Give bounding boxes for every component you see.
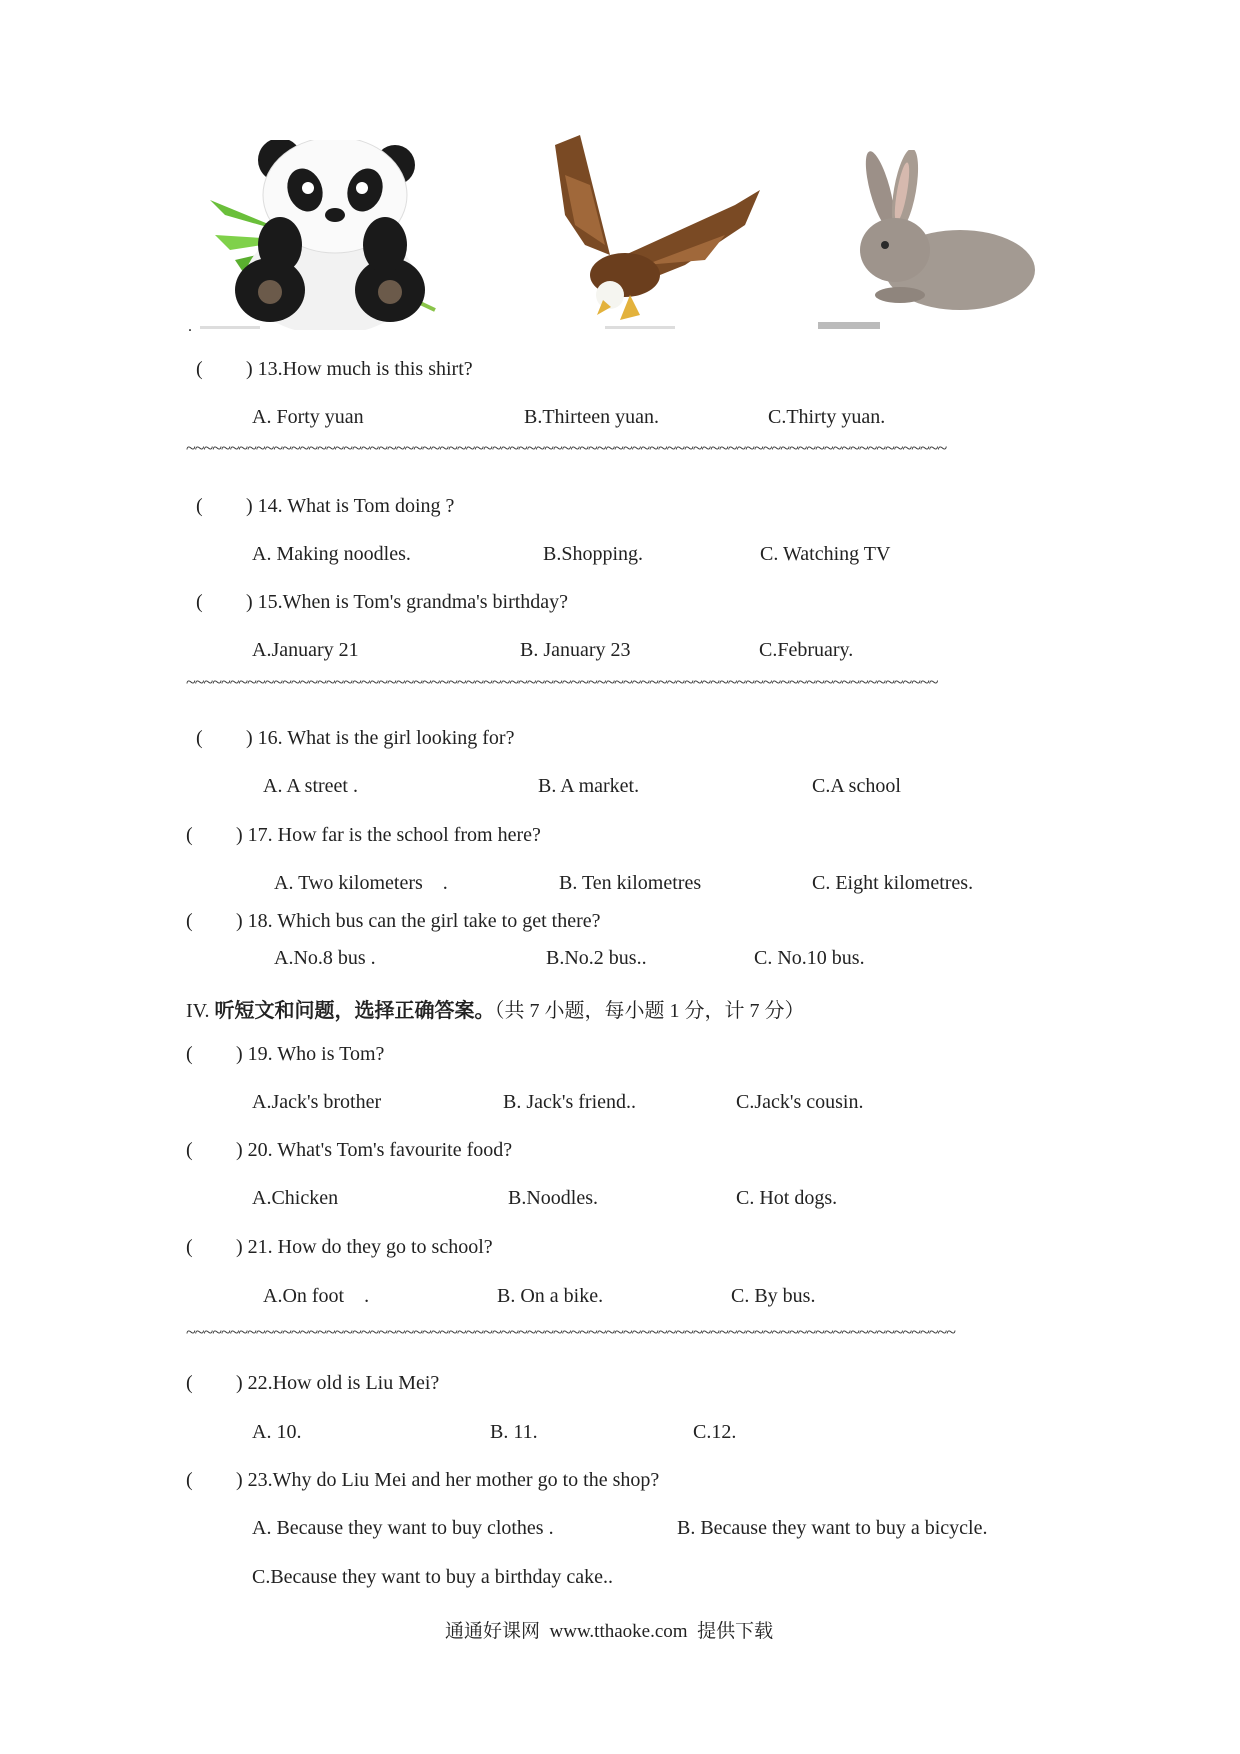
q13-option-b[interactable]: B.Thirteen yuan. bbox=[524, 406, 659, 428]
paren-17[interactable]: ( bbox=[186, 824, 193, 846]
paren-16[interactable]: ( bbox=[196, 727, 203, 749]
question-16: ) 16. What is the girl looking for? bbox=[246, 727, 515, 749]
rabbit-image bbox=[840, 150, 1040, 320]
question-13: ) 13.How much is this shirt? bbox=[246, 358, 473, 380]
q13-option-c[interactable]: C.Thirty yuan. bbox=[768, 406, 886, 428]
question-20: ) 20. What's Tom's favourite food? bbox=[236, 1139, 513, 1161]
separator-2: ~~~~~~~~~~~~~~~~~~~~~~~~~~~~~~~~~~~~~~~~~~~~~~~~~~~~~~~~~~~~~~~~~~~~~~~~~~~~~~~~~~~~~~ bbox=[186, 672, 938, 692]
q14-option-c[interactable]: C. Watching TV bbox=[760, 543, 891, 565]
q13-option-a[interactable]: A. Forty yuan bbox=[252, 406, 364, 428]
section-4-numeral: IV. bbox=[186, 1000, 210, 1022]
q18-option-a[interactable]: A.No.8 bus . bbox=[274, 947, 376, 969]
question-18: ) 18. Which bus can the girl take to get there? bbox=[236, 910, 601, 932]
paren-21[interactable]: ( bbox=[186, 1236, 193, 1258]
q15-option-c[interactable]: C.February. bbox=[759, 639, 854, 661]
watermark-1 bbox=[200, 326, 260, 329]
watermark-2 bbox=[605, 326, 675, 329]
q23-option-c[interactable]: C.Because they want to buy a birthday cake.. bbox=[252, 1566, 613, 1588]
watermark-3 bbox=[818, 322, 880, 329]
q22-option-b[interactable]: B. 11. bbox=[490, 1421, 538, 1443]
q18-option-c[interactable]: C. No.10 bus. bbox=[754, 947, 865, 969]
q22-option-c[interactable]: C.12. bbox=[693, 1421, 737, 1443]
section-4-heading bbox=[186, 994, 805, 1023]
q19-option-b[interactable]: B. Jack's friend.. bbox=[503, 1091, 637, 1113]
paren-23[interactable]: ( bbox=[186, 1469, 193, 1491]
q16-option-b[interactable]: B. A market. bbox=[538, 775, 640, 797]
q23-option-b[interactable]: B. Because they want to buy a bicycle. bbox=[677, 1517, 988, 1539]
paren-18[interactable]: ( bbox=[186, 910, 193, 932]
question-14: ) 14. What is Tom doing ? bbox=[246, 495, 455, 517]
q15-option-a[interactable]: A.January 21 bbox=[252, 639, 359, 661]
question-21: ) 21. How do they go to school? bbox=[236, 1236, 493, 1258]
q21-option-a[interactable]: A.On foot . bbox=[263, 1285, 370, 1307]
q17-option-c[interactable]: C. Eight kilometres. bbox=[812, 872, 974, 894]
paren-14[interactable]: ( bbox=[196, 495, 203, 517]
question-23: ) 23.Why do Liu Mei and her mother go to the shop? bbox=[236, 1469, 660, 1491]
question-17: ) 17. How far is the school from here? bbox=[236, 824, 541, 846]
paren-15[interactable]: ( bbox=[196, 591, 203, 613]
paren-20[interactable]: ( bbox=[186, 1139, 193, 1161]
q14-option-b[interactable]: B.Shopping. bbox=[543, 543, 644, 565]
paren-19[interactable]: ( bbox=[186, 1043, 193, 1065]
panda-image bbox=[205, 140, 455, 330]
question-15: ) 15.When is Tom's grandma's birthday? bbox=[246, 591, 569, 613]
section-4-title: 听短文和问题，选择正确答案。 bbox=[214, 1000, 495, 1022]
q22-option-a[interactable]: A. 10. bbox=[252, 1421, 302, 1443]
separator-1: ~~~~~~~~~~~~~~~~~~~~~~~~~~~~~~~~~~~~~~~~~~~~~~~~~~~~~~~~~~~~~~~~~~~~~~~~~~~~~~~~~~~~~~~ bbox=[186, 438, 947, 458]
q23-option-a[interactable]: A. Because they want to buy clothes . bbox=[252, 1517, 554, 1539]
q16-option-a[interactable]: A. A street . bbox=[263, 775, 358, 797]
q19-option-c[interactable]: C.Jack's cousin. bbox=[736, 1091, 864, 1113]
stray-dot: . bbox=[188, 318, 192, 335]
question-19: ) 19. Who is Tom? bbox=[236, 1043, 385, 1065]
q21-option-b[interactable]: B. On a bike. bbox=[497, 1285, 604, 1307]
separator-3: ~~~~~~~~~~~~~~~~~~~~~~~~~~~~~~~~~~~~~~~~~~~~~~~~~~~~~~~~~~~~~~~~~~~~~~~~~~~~~~~~~~~~~~~~ bbox=[186, 1322, 955, 1342]
footer-source: 通通好课网 www.tthaoke.com 提供下载 bbox=[445, 1621, 774, 1642]
q20-option-a[interactable]: A.Chicken bbox=[252, 1187, 339, 1209]
q20-option-c[interactable]: C. Hot dogs. bbox=[736, 1187, 838, 1209]
q19-option-a[interactable]: A.Jack's brother bbox=[252, 1091, 382, 1113]
q15-option-b[interactable]: B. January 23 bbox=[520, 639, 631, 661]
q17-option-b[interactable]: B. Ten kilometres bbox=[559, 872, 702, 894]
q20-option-b[interactable]: B.Noodles. bbox=[508, 1187, 598, 1209]
eagle-image bbox=[535, 135, 765, 335]
q14-option-a[interactable]: A. Making noodles. bbox=[252, 543, 411, 565]
question-22: ) 22.How old is Liu Mei? bbox=[236, 1372, 440, 1394]
q17-option-a[interactable]: A. Two kilometers . bbox=[274, 872, 448, 894]
section-4-note: （共 7 小题，每小题 1 分，计 7 分） bbox=[494, 1000, 805, 1022]
q16-option-c[interactable]: C.A school bbox=[812, 775, 901, 797]
paren-13[interactable]: ( bbox=[196, 358, 203, 380]
q21-option-c[interactable]: C. By bus. bbox=[731, 1285, 816, 1307]
q18-option-b[interactable]: B.No.2 bus.. bbox=[546, 947, 647, 969]
paren-22[interactable]: ( bbox=[186, 1372, 193, 1394]
